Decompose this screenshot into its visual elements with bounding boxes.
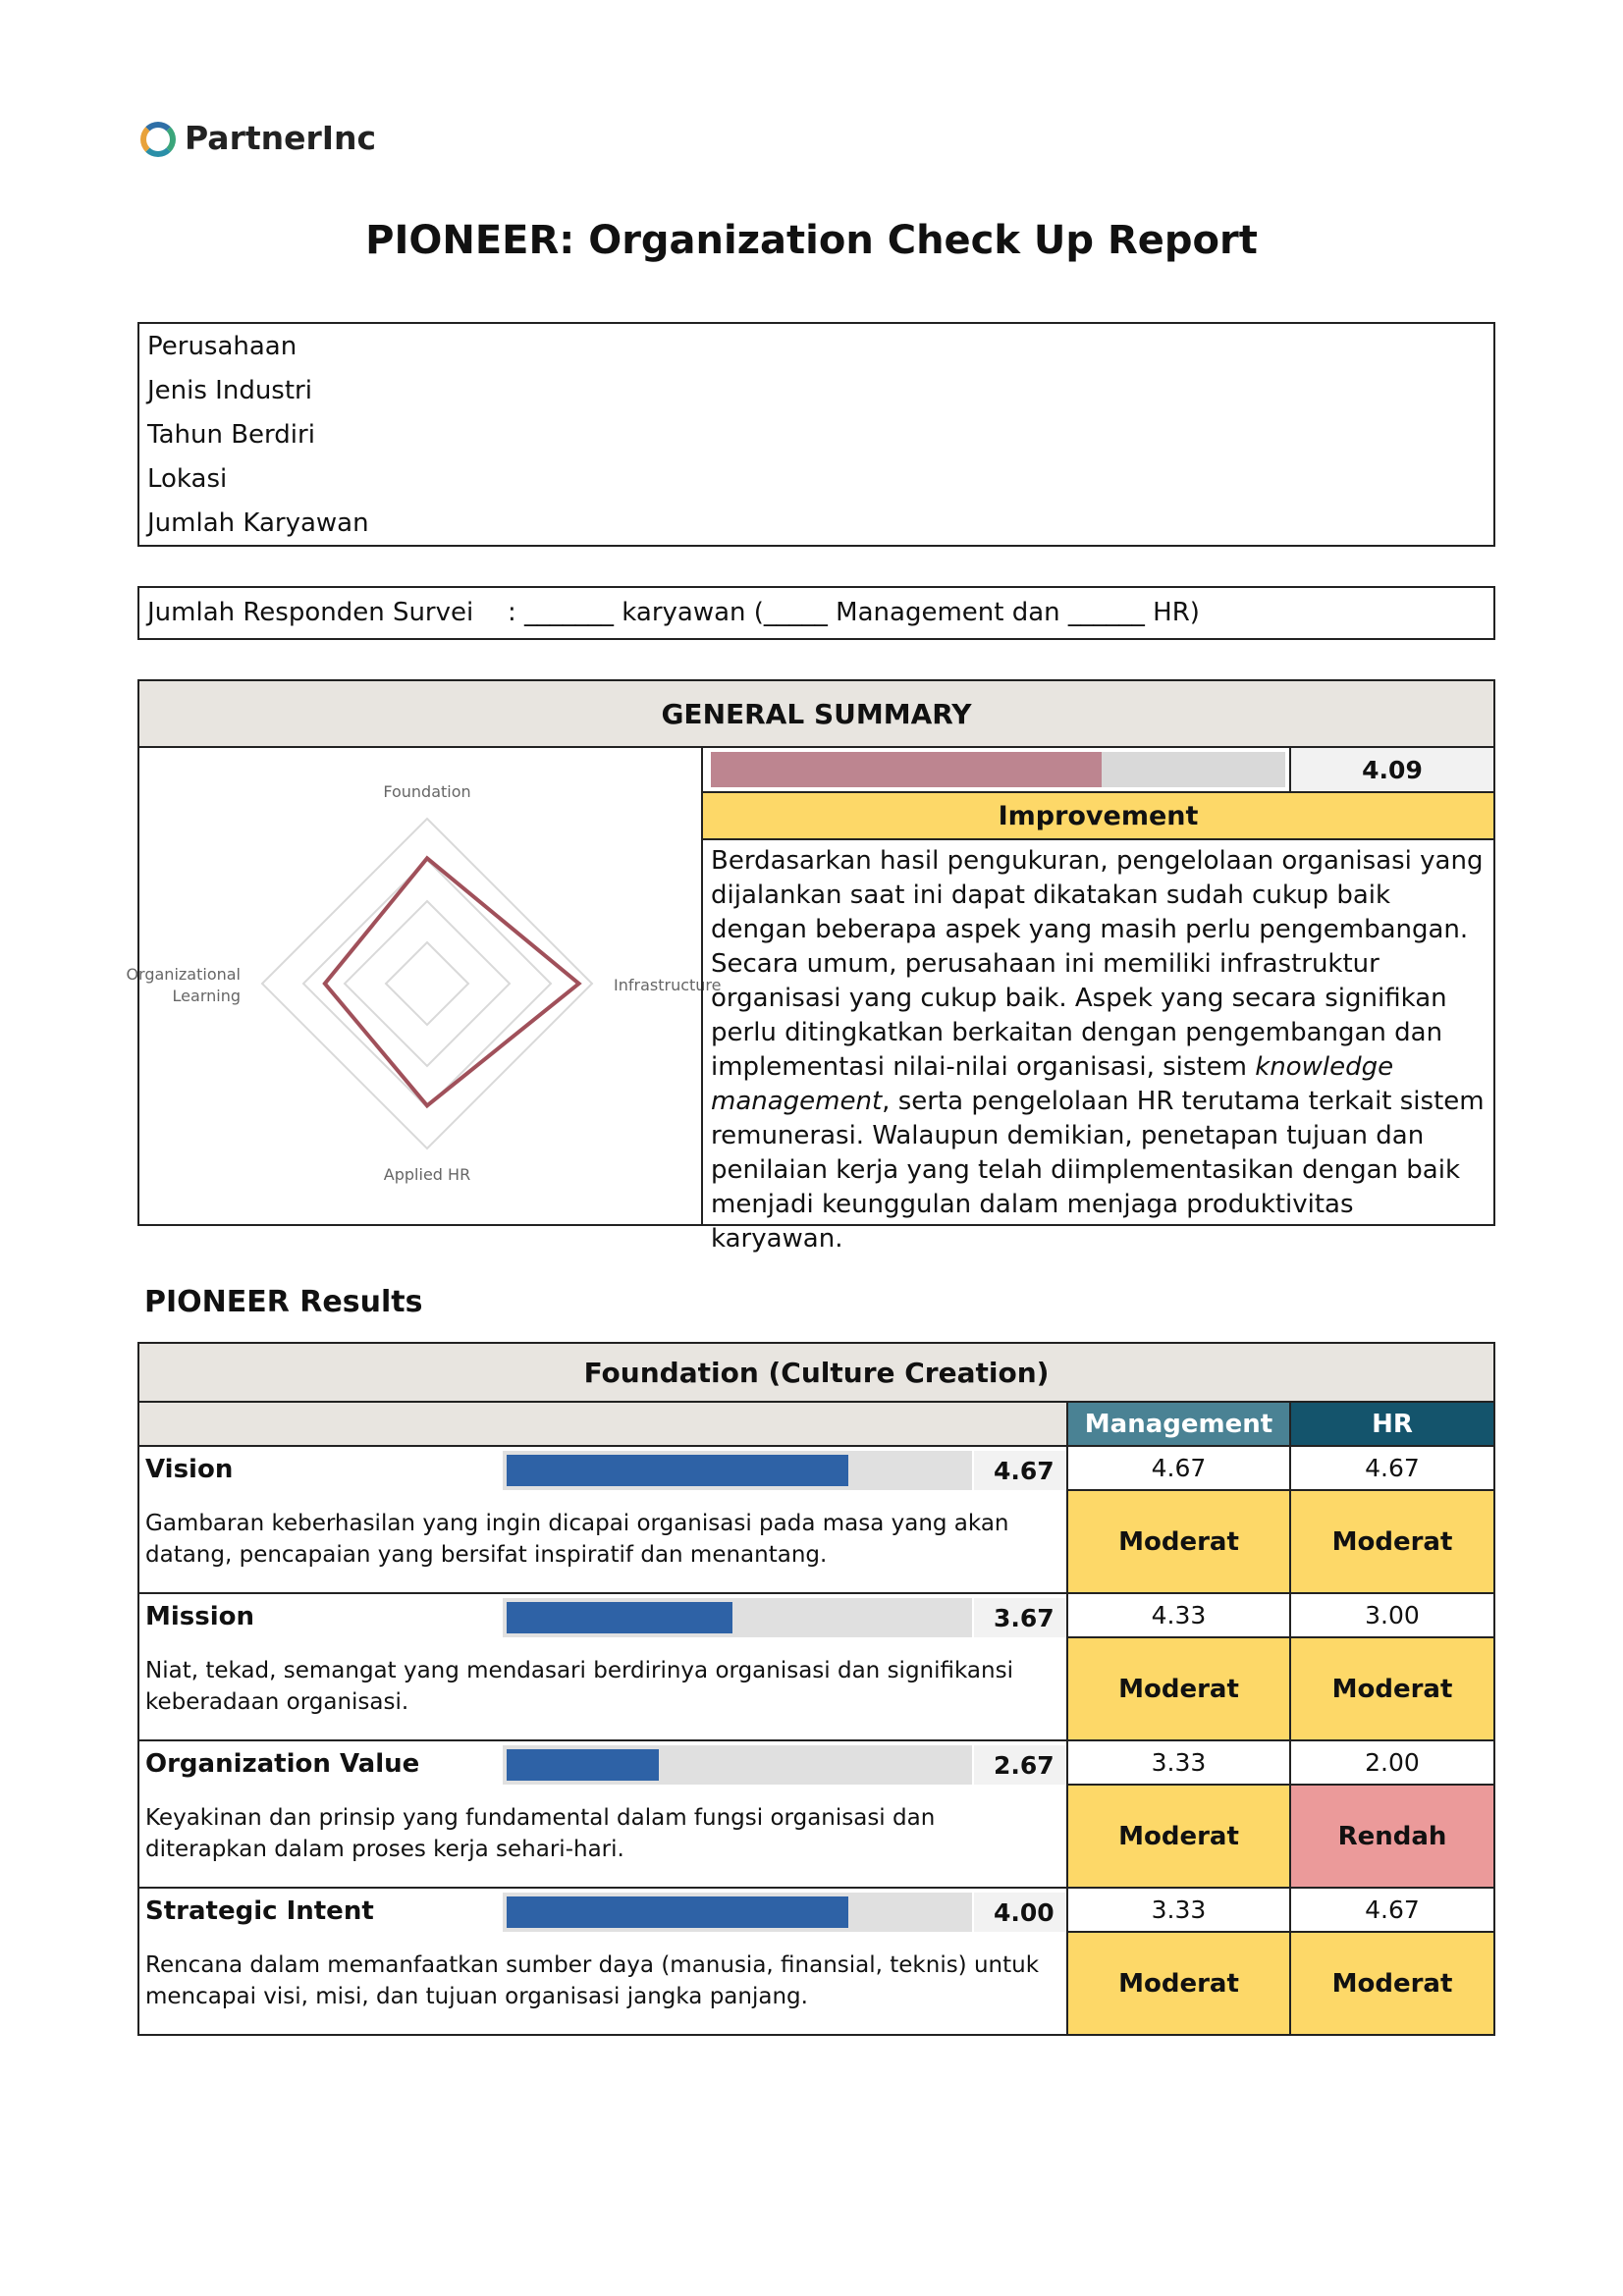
- summary-status-cell: [701, 791, 1495, 840]
- ring-logo-icon: [140, 122, 176, 157]
- result-description: Keyakinan dan prinsip yang fundamental dalam fungsi organisasi dan diterapkan dalam proses kerja sehari-hari.: [145, 1805, 936, 1862]
- result-mgmt-value-cell: [1066, 1445, 1291, 1491]
- summary-paragraph-2-b: , serta pengelolaan HR terutama terkait sistem remunerasi. Walaupun demikian, penetapan tujuan dan penilaian kerja yang telah diimplementasikan dengan baik menjadi keunggulan dalam menjaga produktivitas karyawan.: [711, 1087, 1485, 1254]
- radar-axis-label: Learning: [172, 987, 241, 1005]
- radar-gridline: [262, 819, 592, 1148]
- radar-axis-label: Foundation: [383, 782, 471, 801]
- field-perusahaan: Perusahaan: [147, 332, 298, 361]
- radar-gridline: [345, 901, 510, 1066]
- result-mgmt-level-cell: [1066, 1489, 1291, 1594]
- radar-series-line: [325, 858, 579, 1105]
- summary-score-cell: [1289, 746, 1495, 793]
- result-mgmt-value: 4.67: [1151, 1454, 1207, 1482]
- page-title: PIONEER: Organization Check Up Report: [365, 218, 1258, 263]
- result-score: 2.67: [994, 1751, 1055, 1780]
- radar-chart: [126, 748, 722, 1224]
- result-score: 4.67: [994, 1457, 1055, 1485]
- result-bar-track: [503, 1893, 972, 1932]
- result-hr-level-cell: [1289, 1931, 1495, 2036]
- result-mgmt-value: 3.33: [1151, 1896, 1207, 1924]
- result-mgmt-level: Moderat: [1118, 1674, 1239, 1704]
- summary-paragraph-2-a: Secara umum, perusahaan ini memiliki infrastruktur organisasi yang cukup baik. Aspek yang secara signifikan perlu ditingkatkan berkaitan dengan pengembangan dan implementasi nilai-nilai organisasi, sistem: [711, 949, 1447, 1082]
- column-header-management-label: Management: [1084, 1409, 1273, 1439]
- summary-score: 4.09: [1362, 755, 1423, 784]
- radar-gridline: [386, 942, 468, 1025]
- result-bar-track: [503, 1598, 972, 1637]
- field-tahun-berdiri: Tahun Berdiri: [147, 420, 315, 450]
- result-hr-value-cell: [1289, 1739, 1495, 1786]
- result-hr-value-cell: [1289, 1592, 1495, 1638]
- result-mgmt-value: 3.33: [1151, 1748, 1207, 1777]
- result-hr-value: 2.00: [1365, 1748, 1420, 1777]
- result-hr-value-cell: [1289, 1445, 1495, 1491]
- brand-logo-text: PartnerInc: [185, 119, 377, 157]
- result-row: [137, 1739, 1068, 1889]
- result-hr-value-cell: [1289, 1887, 1495, 1933]
- result-hr-level: Rendah: [1337, 1821, 1447, 1851]
- result-mgmt-value-cell: [1066, 1887, 1291, 1933]
- result-bar-fill: [507, 1602, 732, 1633]
- result-row: [137, 1887, 1068, 2036]
- column-header-hr: [1289, 1401, 1495, 1447]
- result-hr-value: 3.00: [1365, 1601, 1420, 1629]
- summary-text-cell: [701, 838, 1495, 1254]
- column-header-hr-label: HR: [1372, 1409, 1413, 1439]
- summary-status: Improvement: [998, 800, 1199, 831]
- respondents-box: [137, 586, 1495, 640]
- field-lokasi: Lokasi: [147, 464, 228, 494]
- column-header-management: [1066, 1401, 1291, 1447]
- result-bar-track: [503, 1745, 972, 1785]
- radar-axis-label: Applied HR: [383, 1165, 471, 1184]
- result-mgmt-level: Moderat: [1118, 1821, 1239, 1851]
- result-row: [137, 1445, 1068, 1594]
- result-description: Niat, tekad, semangat yang mendasari berdirinya organisasi dan signifikansi keberadaan organisasi.: [145, 1658, 1013, 1715]
- radar-chart-cell: [126, 746, 722, 1226]
- field-jumlah-karyawan: Jumlah Karyawan: [147, 508, 369, 538]
- result-hr-level: Moderat: [1331, 1526, 1453, 1557]
- summary-bar-cell: [701, 746, 1291, 793]
- column-header-spacer: [137, 1401, 1068, 1447]
- result-bar-track: [503, 1451, 972, 1490]
- category-title: Foundation (Culture Creation): [583, 1356, 1050, 1389]
- company-info-box: [137, 322, 1495, 547]
- result-mgmt-level: Moderat: [1118, 1526, 1239, 1557]
- result-hr-level-cell: [1289, 1784, 1495, 1889]
- results-section-title: PIONEER Results: [144, 1285, 423, 1319]
- result-mgmt-level-cell: [1066, 1636, 1291, 1741]
- result-description: Gambaran keberhasilan yang ingin dicapai organisasi pada masa yang akan datang, pencapaian yang bersifat inspiratif dan menantang.: [145, 1511, 1009, 1568]
- result-hr-level-cell: [1289, 1636, 1495, 1741]
- summary-bar-fill: [711, 752, 1102, 787]
- general-summary-header: [137, 679, 1495, 748]
- result-hr-level-cell: [1289, 1489, 1495, 1594]
- summary-paragraph-2-em: knowledge management: [711, 1052, 1394, 1116]
- result-hr-level: Moderat: [1331, 1674, 1453, 1704]
- summary-paragraph-1: Berdasarkan hasil pengukuran, pengelolaan organisasi yang dijalankan saat ini dapat dikatakan sudah cukup baik dengan beberapa aspek yang masih perlu pengembangan.: [711, 846, 1484, 944]
- result-name: Mission: [145, 1602, 255, 1631]
- result-mgmt-value: 4.33: [1151, 1601, 1207, 1629]
- category-header: [137, 1342, 1495, 1403]
- result-bar-fill: [507, 1749, 659, 1781]
- result-hr-level: Moderat: [1331, 1968, 1453, 1999]
- result-row: [137, 1592, 1068, 1741]
- result-mgmt-level-cell: [1066, 1784, 1291, 1889]
- result-mgmt-level-cell: [1066, 1931, 1291, 2036]
- result-name: Organization Value: [145, 1749, 420, 1779]
- result-bar-fill: [507, 1896, 848, 1928]
- result-bar-fill: [507, 1455, 848, 1486]
- respondents-value: : _______ karyawan (_____ Management dan ______ HR): [508, 598, 1200, 627]
- respondents-label: Jumlah Responden Survei: [147, 598, 474, 627]
- result-mgmt-value-cell: [1066, 1739, 1291, 1786]
- result-mgmt-level: Moderat: [1118, 1968, 1239, 1999]
- result-name: Strategic Intent: [145, 1896, 374, 1926]
- result-score: 4.00: [994, 1898, 1055, 1927]
- field-jenis-industri: Jenis Industri: [147, 376, 312, 405]
- radar-gridline: [303, 860, 551, 1107]
- result-description: Rencana dalam memanfaatkan sumber daya (manusia, finansial, teknis) untuk mencapai visi, misi, dan tujuan organisasi jangka panjang.: [145, 1952, 1040, 2009]
- result-mgmt-value-cell: [1066, 1592, 1291, 1638]
- summary-bar-track: [711, 752, 1285, 787]
- radar-axis-label: Infrastructure: [614, 976, 722, 994]
- result-score: 3.67: [994, 1604, 1055, 1632]
- result-hr-value: 4.67: [1365, 1454, 1420, 1482]
- result-name: Vision: [145, 1455, 234, 1484]
- radar-axis-label: Organizational: [126, 965, 241, 984]
- general-summary-title: GENERAL SUMMARY: [661, 697, 972, 730]
- summary-paragraph-2: [711, 947, 1486, 1256]
- result-hr-value: 4.67: [1365, 1896, 1420, 1924]
